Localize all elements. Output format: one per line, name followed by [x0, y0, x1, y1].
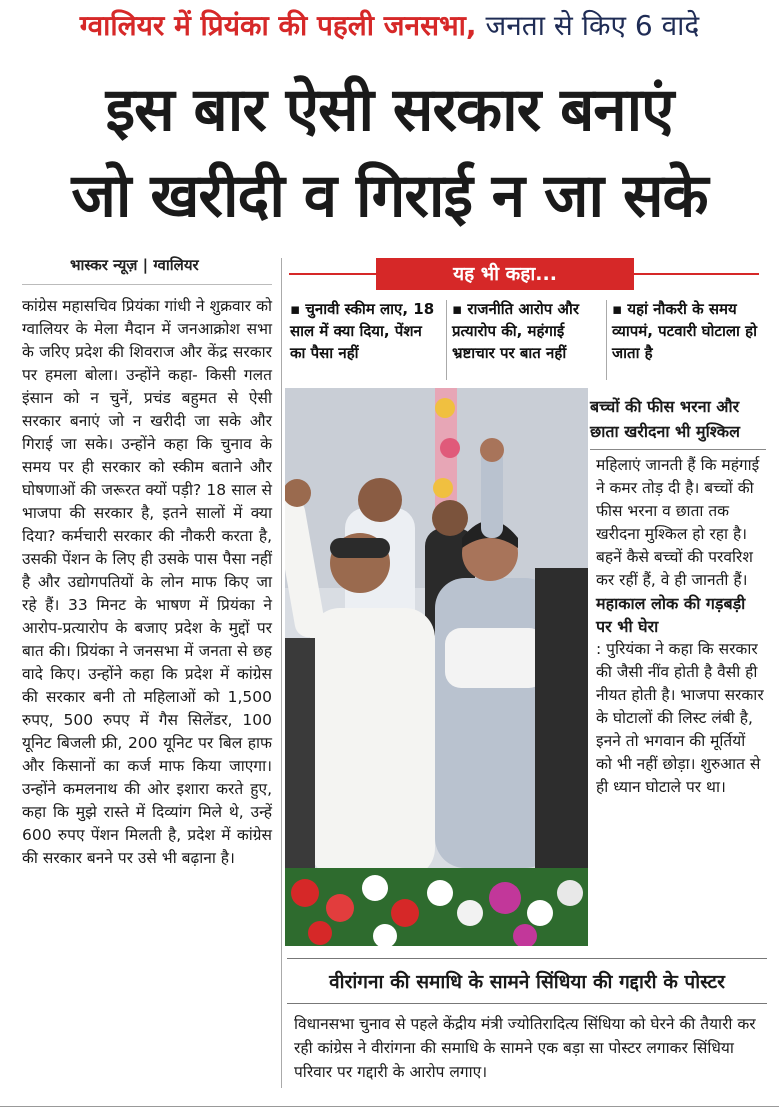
- rally-photo: [285, 388, 588, 946]
- also-said-divider: [446, 300, 447, 380]
- also-said-item: ▪ राजनीति आरोप और प्रत्यारोप की, महंगाई भ्रष्टाचार पर बात नहीं: [452, 300, 579, 362]
- also-said-divider: [606, 300, 607, 380]
- kicker: [0, 6, 779, 44]
- also-said-item: ▪ चुनावी स्कीम लाए, 18 साल में क्या दिया, पेंशन का पैसा नहीं: [290, 300, 435, 362]
- also-said-item-text: चुनावी स्कीम लाए, 18 साल में क्या दिया, पेंशन का पैसा नहीं: [290, 300, 435, 362]
- also-said-label: यह भी कहा...: [376, 258, 634, 290]
- side-paragraph-1: महिलाएं जानती हैं कि महंगाई ने कमर तोड़ दी है। बच्चों की फीस भरना व छाता तक खरीदना मुश्किल हो रहा है। बहनें कैसे बच्चों की परवरिश कर रहीं हैं, वे ही जानती हैं।: [596, 456, 760, 589]
- rally-photo-illustration: [285, 388, 588, 946]
- body-text: कांग्रेस महासचिव प्रियंका गांधी ने शुक्रवार को ग्वालियर के मेला मैदान में जनआक्रोश सभा के जरिए प्रदेश की शिवराज और केंद्र सरकार पर हमला बोला। उन्होंने कहा- किसी गलत इंसान को न चुनें, प्रचंड बहुमत से ऐसी सरकार बनाएं जो न खरीदी जा सके और गिराई जा सके। उन्होंने कहा कि चुनाव के समय पर ही सरकार को स्कीम बताने और घोषणाओं की जरूरत क्यों पड़ी? 18 साल से भाजपा की सरकार है, इतने सालों में क्या दिया? कर्मचारी सरकार की नौकरी करता है, उसकी पेंशन के लिए ही उसके पास पैसा नहीं है और उद्योगपतियों के लोन माफ किए जा रहे हैं। 33 मिनट के भाषण में प्रियंका ने आरोप-प्रत्यारोप के बजाए प्रदेश के मुद्दों पर बात की। प्रियंका ने जनसभा में जनता से छह वादे किए। उन्होंने कहा कि प्रदेश में कांग्रेस की सरकार बनी तो महिलाओं को 1,500 रुपए, 500 रुपए में गैस सिलेंडर, 100 यूनिट बिजली फ्री, 200 यूनिट पर बिल हाफ और किसानों का कर्ज माफ किया जाएगा। उन्होंने कमलनाथ की ओर इशारा करते हुए, कहा कि मुझे रास्ते में दिव्यांग मिले थे, उन्हें 600 रुपए पेंशन मिलती है, प्रदेश में कांग्रेस की सरकार बनने पर उसे भी बढ़ाना है।: [22, 297, 272, 867]
- page-bottom-rule: [0, 1106, 779, 1107]
- byline: भास्कर न्यूज़ | ग्वालियर: [70, 256, 199, 274]
- kicker-red: ग्वालियर में प्रियंका की पहली जनसभा,: [79, 9, 477, 42]
- byline-rule: [22, 284, 272, 285]
- bottom-top-rule: [287, 958, 767, 959]
- headline-line-1: इस बार ऐसी सरकार बनाएं: [105, 75, 674, 145]
- kicker-dark: जनता से किए 6 वादे: [476, 9, 700, 42]
- bottom-headline: वीरांगना की समाधि के सामने सिंधिया की गद्दारी के पोस्टर: [329, 971, 725, 993]
- also-said-item: ▪ यहां नौकरी के समय व्यापमं, पटवारी घोटाला हो जाता है: [612, 300, 757, 362]
- side-subheading: महाकाल लोक की गड़बड़ी पर भी घेरा: [596, 594, 746, 636]
- bottom-text: विधानसभा चुनाव से पहले केंद्रीय मंत्री ज्योतिरादित्य सिंधिया को घेरने की तैयारी कर रही कांग्रेस ने वीरांगना की समाधि के सामने एक बड़ा सा पोस्टर लगाकर सिंधिया परिवार पर गद्दारी के आरोप लगाए।: [294, 1015, 756, 1081]
- also-said-item-text: राजनीति आरोप और प्रत्यारोप की, महंगाई भ्रष्टाचार पर बात नहीं: [452, 300, 579, 362]
- side-text: [596, 454, 764, 799]
- column-divider: [281, 258, 282, 1088]
- also-said-item-text: यहां नौकरी के समय व्यापमं, पटवारी घोटाला हो जाता है: [612, 300, 757, 362]
- bottom-headline-rule: [287, 1003, 767, 1004]
- headline-line-2: जो खरीदी व गिराई न जा सके: [71, 161, 708, 231]
- side-paragraph-2: : पुरियंका ने कहा कि सरकार की जैसी नींव होती है वैसी ही नीयत होती है। भाजपा सरकार के घोटालों की लिस्ट लंबी है, इनने तो भगवान की मूर्तियों को भी नहीं छोड़ा। शुरुआत से ही ध्यान घोटाले पर था।: [596, 640, 764, 796]
- side-headline: बच्चों की फीस भरना और छाता खरीदना भी मुश्किल: [590, 397, 740, 441]
- side-rule: [590, 449, 766, 450]
